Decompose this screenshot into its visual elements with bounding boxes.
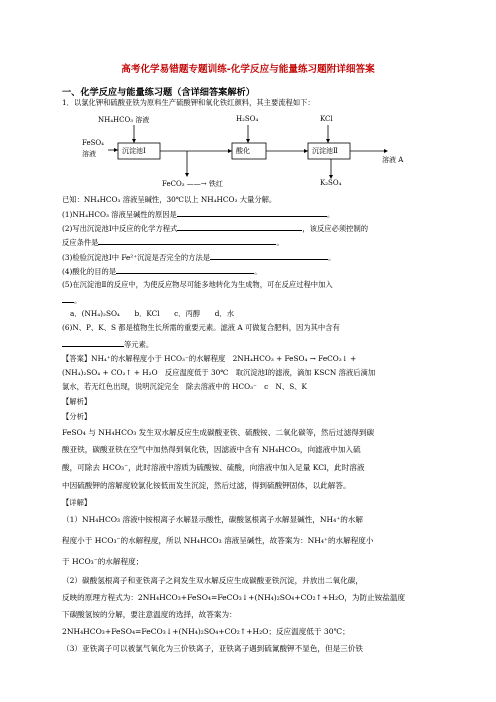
question-intro: 1．以氯化钾和硫酸亚铁为原料生产硫酸钾和氧化铁红颜料，其主要流程如下： [62,98,315,107]
detail-line-1: （1）NH₄HCO₃ 溶液中铵根离子水解显示酸性，碳酸氢根离子水解显碱性，NH₄⁺的水解 [62,515,363,524]
answer-blank [62,294,74,303]
section-heading: 一、化学反应与能量练习题（含详细答案解析） [62,87,255,98]
question-5-options: a．(NH₄)₂SO₄ b．KCl c．丙醇 d．水 [70,309,235,318]
jiexi-heading: 【解析】 [62,397,92,406]
flow-diagram [82,113,412,193]
question-6-blank: 等元素。 [62,338,153,350]
reagent-h2so4: H₂SO₄ [236,115,259,123]
output-k2so4: K₂SO₄ [320,179,342,187]
question-5-blank: 。 [62,294,81,306]
detail-line-6: 下碳酸氢铵的分解，要注意温度的选择，故答案为： [62,610,237,619]
analysis-line-3: 酸，可除去 HCO₃⁻，此时溶液中溶质为硫酸铵、硫酸，向溶液中加入足量 KCl，此时溶液 [62,463,365,472]
question-3: (3)检验沉淀池Ⅰ中 Fe²⁺沉淀是否完全的方法是 。 [62,253,336,262]
answer-blank [177,208,327,217]
question-5: (5)在沉淀池Ⅱ的反应中，为使反应物尽可能多地转化为生成物，可在反应过程中加入 [62,280,333,289]
box-precipitation-2: 沉淀池Ⅱ [312,147,338,155]
xiangjie-heading: 【详解】 [62,498,92,507]
detail-line-8: （3）亚铁离子可以被氯气氧化为三价铁离子，亚铁离子遇到硫氰酸钾不显色，但是三价铁 [62,644,363,653]
box-acidify: 酸化 [236,147,250,155]
question-2-condition: 反应条件是 。 [62,238,284,247]
detail-line-4: （2）碳酸氢根离子和亚铁离子之间发生双水解反应生成碳酸亚铁沉淀，并放出二氧化碳， [62,576,363,585]
output-feco3-iron-red: FeCO₃ ——→ 铁红 [162,180,223,188]
detail-line-5: 反映的原理方程式为：2NH₄HCO₃+FeSO₄=FeCO₃↓+(NH₄)₂SO₄+CO₂↑+H₂O，为防止铵盐温度 [62,593,406,602]
detail-line-7: 2NH₄HCO₃+FeSO₄=FeCO₃↓+(NH₄)₂SO₄+CO₂↑+H₂O；反应温度低于 30℃； [62,627,350,636]
answer-blank [210,251,328,260]
reagent-nh4hco3: NH₄HCO₃ 溶液 [98,116,150,124]
analysis-line-2: 酸亚铁，碳酸亚铁在空气中加热得到氧化铁，因滤液中含有 NH₄HCO₃，向滤液中加入硫 [62,445,361,454]
analysis-line-1: FeSO₄ 与 NH₄HCO₃ 发生双水解反应生成碳酸亚铁、硫酸铵、二氧化碳等，然后过滤得到碳 [62,428,375,437]
answer-blank [177,222,302,231]
detail-line-3: 于 HCO₃⁻的水解程度； [62,557,144,566]
detail-line-2: 程度小于 HCO₃⁻的水解程度，所以 NH₄HCO₃ 溶液呈碱性，故答案为：NH₄⁺的水解程度小 [62,536,374,545]
page-title: 高考化学易错题专题训练-化学反应与能量练习题附详细答案 [121,64,375,75]
question-6: (6)N、P、K、S 都是植物生长所需的重要元素。滤液 A 可做复合肥料，因为其中含有 [62,323,340,332]
fenxi-heading: 【分析】 [62,412,92,421]
question-1: (1)NH₄HCO₃ 溶液呈碱性的原因是 。 [62,210,335,219]
reagent-kcl: KCl [320,115,333,123]
question-4: (4)酸化的目的是 。 [62,267,262,276]
feed-feso4: FeSO₄ [82,139,104,147]
answer-line-1: 【答案】NH₄⁺的水解程度小于 HCO₃⁻的水解程度 2NH₄HCO₃ + FeSO₄ → FeCO₃↓ + [62,354,357,363]
analysis-line-4: 中因硫酸钾的溶解度较氯化铵低而发生沉淀，然后过滤，得到硫酸钾固体，以此解答。 [62,481,351,490]
answer-blank [116,265,254,274]
box-precipitation-1: 沉淀池Ⅰ [122,147,146,155]
answer-line-3: 氯水，若无红色出现，说明沉淀完全 除去溶液中的 HCO₃⁻ c N、S、K [62,382,307,391]
output-solution-a: 溶液 A [382,156,404,164]
answer-blank [62,338,124,347]
answer-blank [98,236,276,245]
answer-line-2: (NH₄)₂SO₄ + CO₂↑ + H₂O 反应温度低于 30℃ 取沉淀池Ⅰ的滤液，滴加 KSCN 溶液后滴加 [62,368,376,377]
feed-solution: 溶液 [82,150,96,158]
known-info: 已知：NH₄HCO₃ 溶液呈碱性，30℃以上 NH₄HCO₃ 大量分解。 [62,195,277,204]
question-2: (2)写出沉淀池Ⅰ中反应的化学方程式 ，该反应必须控制的 [62,224,369,233]
